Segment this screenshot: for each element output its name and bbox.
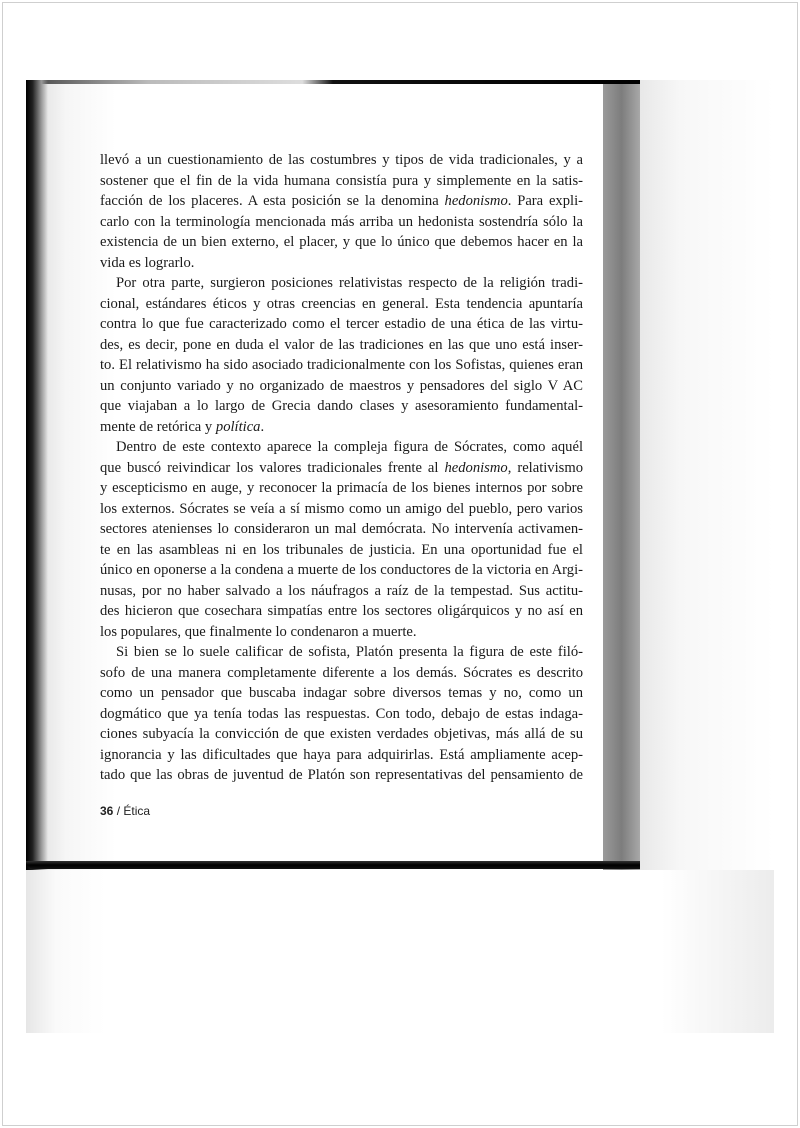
text-line [100, 171, 583, 192]
text-segment: los externos. Sócrates se veía a sí mismo como un amigo del pueblo, pero varios [100, 500, 583, 517]
book-gutter-shadow [603, 80, 640, 870]
text-segment: como un pensador que buscaba indagar sobre diversos temas y no, como un [100, 685, 583, 701]
paragraph [100, 273, 583, 437]
text-line [100, 376, 583, 397]
text-segment: sectores atenienses lo consideraron un mal demócrata. No intervenía activamen- [100, 521, 583, 537]
facing-page-edge [640, 80, 774, 872]
text-line [100, 663, 583, 684]
text-line [100, 335, 583, 356]
text-line [100, 704, 583, 725]
text-segment: te en las asambleas ni en los tribunales de justicia. En una oportunidad fue el [100, 541, 583, 558]
text-line [100, 601, 583, 622]
text-line [100, 437, 583, 458]
text-line [100, 314, 583, 335]
text-line [100, 765, 583, 786]
text-segment: Dentro de este contexto aparece la compleja figura de Sócrates, como aquél [116, 439, 583, 455]
text-segment: facción de los placeres. A esta posición se la denomina [100, 193, 445, 209]
text-line [100, 724, 583, 745]
text-line [100, 581, 583, 602]
text-line [100, 417, 583, 438]
left-scan-edge [26, 80, 48, 870]
text-segment: vida es lograrlo. [100, 254, 195, 271]
text-line [100, 253, 583, 274]
text-segment: un conjunto variado y no organizado de maestros y pensadores del siglo V AC [100, 377, 583, 394]
text-segment: único en oponerse a la condena a muerte de los conductores de la victoria en Argi- [100, 562, 583, 578]
bottom-scan-edge [26, 861, 640, 869]
page-footer [100, 804, 150, 818]
text-segment: cional, estándares éticos y otras creencias en general. Esta tendencia apuntaría [100, 295, 583, 312]
text-segment: sostener que el fin de la vida humana consistía pura y simplemente en la satis- [100, 172, 583, 189]
text-segment: des hicieron que cosechara simpatías entre los sectores oligárquicos y no así en [100, 603, 583, 619]
paragraph [100, 437, 583, 642]
text-line [100, 212, 583, 233]
text-line [100, 458, 583, 479]
text-line [100, 294, 583, 315]
body-text [100, 150, 583, 786]
text-line [100, 273, 583, 294]
text-line [100, 232, 583, 253]
text-segment: mente de retórica y [100, 418, 216, 435]
text-line [100, 499, 583, 520]
text-segment: sofo de una manera completamente diferente a los demás. Sócrates es descrito [100, 664, 583, 681]
text-segment: llevó a un cuestionamiento de las costumbres y tipos de vida tradicionales, y a [100, 152, 583, 168]
text-line [100, 745, 583, 766]
page-number: 36 [100, 804, 114, 818]
text-segment: des, es decir, pone en duda el valor de las tradiciones en las que uno está inser- [100, 336, 583, 353]
top-scan-edge [26, 80, 640, 84]
text-line [100, 540, 583, 561]
text-line [100, 642, 583, 663]
text-line [100, 683, 583, 704]
text-segment: Por otra parte, surgieron posiciones relativistas respecto de la religión tradi- [116, 275, 583, 291]
paragraph [100, 150, 583, 273]
footer-separator: / [113, 804, 124, 818]
italic-term: hedonismo [444, 193, 508, 209]
text-segment: que buscó reivindicar los valores tradicionales frente al [100, 459, 445, 476]
scanner-bed-area [26, 870, 774, 1033]
italic-term: hedonismo [444, 459, 508, 476]
text-segment: contra lo que fue caracterizado como el tercer estadio de una ética de las virtu- [100, 316, 583, 332]
text-line [100, 355, 583, 376]
text-line [100, 519, 583, 540]
text-segment: . [260, 418, 265, 435]
text-segment: carlo con la terminología mencionada más arriba un hedonista sostendría sólo la [100, 213, 583, 230]
text-segment: ciones subyacía la convicción de que existen verdades objetivas, más allá de su [100, 726, 583, 742]
text-segment: . Para expli- [507, 193, 583, 209]
text-segment: nusas, por no haber salvado a los náufragos a raíz de la tempestad. Sus actitu- [100, 582, 583, 599]
text-segment: que viajaban a lo largo de Grecia dando clases y asesoramiento fundamental- [100, 398, 583, 414]
text-line [100, 560, 583, 581]
italic-term: política [215, 418, 261, 435]
text-segment: Si bien se lo suele calificar de sofista, Platón presenta la figura de este filó- [116, 644, 583, 660]
text-segment: los populares, que finalmente lo condenaron a muerte. [100, 623, 417, 640]
text-line [100, 191, 583, 212]
text-segment: , relativismo [507, 459, 583, 476]
text-segment: dogmático que ya tenía todas las respuestas. Con todo, debajo de estas indaga- [100, 705, 583, 722]
book-title: Ética [123, 804, 151, 818]
text-line [100, 150, 583, 171]
text-segment: tado que las obras de juventud de Platón son representativas del pensamiento de [100, 767, 583, 783]
paragraph [100, 642, 583, 786]
text-segment: y escepticismo en auge, y reconocer la primacía de los bienes internos por sobre [100, 480, 583, 496]
text-segment: ignorancia y las dificultades que haya para adquirirlas. Está ampliamente acep- [100, 746, 583, 763]
text-line [100, 622, 583, 643]
text-line [100, 396, 583, 417]
text-line [100, 478, 583, 499]
text-segment: existencia de un bien externo, el placer, y que lo único que debemos hacer en la [100, 234, 583, 250]
text-segment: to. El relativismo ha sido asociado tradicionalmente con los Sofistas, quienes eran [100, 357, 583, 373]
